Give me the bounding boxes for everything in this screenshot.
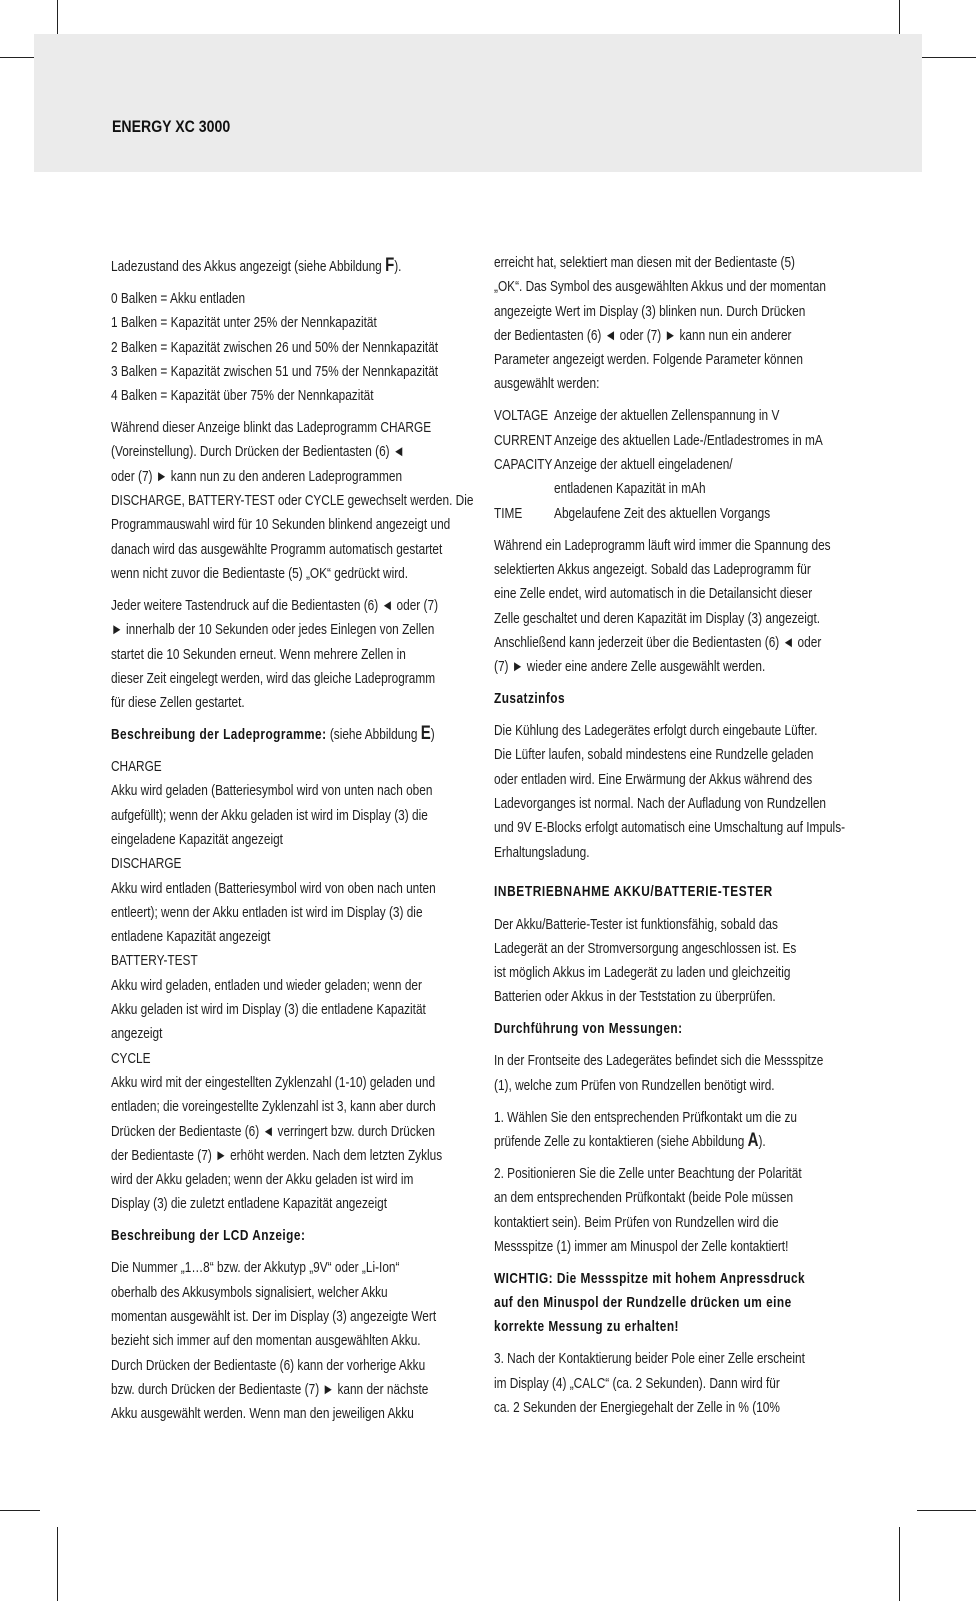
paragraph-line: startet die 10 Sekunden erneut. Wenn mehrere Zellen in (111, 645, 406, 663)
program-name-discharge: DISCHARGE (111, 855, 182, 873)
intro-text: Ladezustand des Akkus angezeigt (siehe Abbildung (111, 258, 386, 275)
paragraph-line: bzw. durch Drücken der Bedientaste (7) ► kann der nächste (111, 1380, 429, 1398)
paragraph-line: „OK“. Das Symbol des ausgewählten Akkus und der momentan (494, 278, 826, 296)
header-band (34, 34, 922, 172)
program-description-line: aufgefüllt); wenn der Akku geladen ist wird im Display (3) die (111, 806, 428, 824)
program-description-line: Akku wird geladen, entladen und wieder geladen; wenn der (111, 976, 422, 994)
parameter-row-current (494, 429, 865, 453)
step-1-text-end: ). (758, 1132, 766, 1150)
parameter-description: Abgelaufene Zeit des aktuellen Vorgangs (554, 504, 771, 522)
program-description-line: eingeladene Kapazität angezeigt (111, 830, 283, 848)
program-description-line: Drücken der Bedientaste (6) ◄ verringert bzw. durch Drücken (111, 1122, 435, 1140)
paragraph-line: DISCHARGE, BATTERY-TEST oder CYCLE gewechselt werden. Die (111, 492, 474, 510)
paragraph-line: Durch Drücken der Bedientaste (6) kann der vorherige Akku (111, 1356, 426, 1374)
figure-ref-a: A (747, 1129, 759, 1151)
warning-paragraph (494, 1267, 865, 1340)
program-description-line: der Bedientaste (7) ► erhöht werden. Nach dem letzten Zyklus (111, 1146, 443, 1164)
paragraph-line: Die Kühlung des Ladegerätes erfolgt durch eingebaute Lüfter. (494, 722, 818, 740)
paragraph-line: bezieht sich immer auf den momentan ausgewählten Akku. (111, 1332, 421, 1350)
paragraph-line: Messspitze (1) immer am Minuspol der Zelle kontaktiert! (494, 1237, 789, 1255)
figure-ref-f: F (385, 255, 395, 276)
extra-info-paragraph (494, 719, 865, 865)
bar-legend-line: 3 Balken = Kapazität zwischen 51 und 75% der Nennkapazität (111, 362, 439, 380)
paragraph-line: an dem entsprechenden Prüfkontakt (beide Pole müssen (494, 1189, 794, 1207)
paragraph-line: (1), welche zum Prüfen von Rundzellen benötigt wird. (494, 1076, 775, 1094)
program-description-line: entladene Kapazität angezeigt (111, 928, 271, 946)
left-column (111, 255, 482, 1426)
paragraph-line: ► innerhalb der 10 Sekunden oder jedes Einlegen von Zellen (111, 621, 435, 639)
paragraph-line: Die Nummer „1…8“ bzw. der Akkutyp „9V“ oder „Li-Ion“ (111, 1259, 400, 1277)
step-1-ref-line (494, 1130, 865, 1154)
parameter-label: CURRENT (494, 431, 552, 449)
parameter-description-continued: entladenen Kapazität in mAh (554, 480, 706, 498)
paragraph-line: oberhalb des Akkusymbols signalisiert, welcher Akku (111, 1283, 388, 1301)
parameter-row-capacity (494, 453, 865, 477)
program-description-line: wird der Akku geladen; wenn der Akku geladen ist wird im (111, 1171, 414, 1189)
paragraph-line: Zelle geschaltet und deren Kapazität im Display (3) angezeigt. (494, 609, 821, 627)
lcd-heading: Beschreibung der LCD Anzeige: (111, 1227, 306, 1245)
step-2-paragraph (494, 1162, 865, 1259)
paragraph-line: Ladevorganges ist normal. Nach der Aufladung von Rundzellen (494, 794, 827, 812)
programs-heading-text: Beschreibung der Ladeprogramme: (111, 726, 327, 744)
programs-heading (111, 723, 482, 747)
crop-mark-top-right-vertical (899, 0, 900, 38)
paragraph-line: 2. Positionieren Sie die Zelle unter Beachtung der Polarität (494, 1164, 802, 1182)
parameter-description: Anzeige der aktuell eingeladenen/ (554, 456, 733, 474)
paragraph-line: und 9V E-Blocks erfolgt automatisch eine Umschaltung auf Impuls- (494, 819, 846, 837)
paragraph-line: Batterien oder Akkus in der Teststation zu überprüfen. (494, 988, 776, 1006)
crop-mark-top-left-vertical (57, 0, 58, 38)
paragraph-line: dieser Zeit eingelegt werden, wird das gleiche Ladeprogramm (111, 669, 436, 687)
program-name-cycle: CYCLE (111, 1049, 151, 1067)
crop-mark-bottom-left-horizontal (0, 1510, 40, 1511)
paragraph-line: oder entladen wird. Eine Erwärmung der Akkus während des (494, 770, 813, 788)
paragraph-line: für diese Zellen gestartet. (111, 694, 245, 712)
probe-paragraph (494, 1049, 865, 1098)
paragraph-line: kontaktiert sein). Beim Prüfen von Rundzellen wird die (494, 1213, 779, 1231)
tester-paragraph (494, 913, 865, 1010)
parameter-description: Anzeige der aktuellen Zellenspannung in V (554, 407, 780, 425)
bar-legend (111, 287, 482, 408)
paragraph-line: momentan ausgewählt ist. Der im Display (3) angezeigte Wert (111, 1307, 437, 1325)
program-description-line: Akku geladen ist wird im Display (3) die entladene Kapazität (111, 1001, 426, 1019)
paragraph-line: der Bedientasten (6) ◄ oder (7) ► kann nun ein anderer (494, 326, 792, 344)
bar-legend-line: 2 Balken = Kapazität zwischen 26 und 50% der Nennkapazität (111, 338, 439, 356)
program-name-charge: CHARGE (111, 758, 162, 776)
crop-mark-bottom-right-horizontal (917, 1510, 976, 1511)
program-description-line: Akku wird mit der eingestellten Zyklenzahl (1-10) geladen und (111, 1073, 436, 1091)
crop-mark-bottom-left-vertical (57, 1527, 58, 1601)
programs-list (111, 755, 482, 1217)
intro-line (111, 255, 482, 279)
step-1-paragraph (494, 1106, 865, 1155)
warning-line: WICHTIG: Die Messspitze mit hohem Anpressdruck (494, 1269, 806, 1287)
paragraph-line: Ladegerät an der Stromversorgung angeschlossen ist. Es (494, 939, 797, 957)
figure-ref-e: E (420, 723, 431, 745)
lcd-paragraph (111, 1256, 482, 1426)
program-description-line: angezeigt (111, 1025, 163, 1043)
program-description-line: entleert); wenn der Akku entladen ist wird im Display (3) die (111, 903, 423, 921)
paragraph-line: Der Akku/Batterie-Tester ist funktionsfähig, sobald das (494, 915, 778, 933)
parameter-description: Anzeige des aktuellen Lade-/Entladestromes in mA (554, 431, 823, 449)
crop-mark-top-right-horizontal (917, 57, 976, 58)
paragraph-line: Parameter angezeigt werden. Folgende Parameter können (494, 351, 803, 369)
page-title: ENERGY XC 3000 (112, 117, 231, 136)
step-3-paragraph (494, 1347, 865, 1420)
paragraph-line: Erhaltungsladung. (494, 843, 590, 861)
paragraph-line: Während dieser Anzeige blinkt das Ladeprogramm CHARGE (111, 419, 432, 437)
program-description-line: Display (3) die zuletzt entladene Kapazität angezeigt (111, 1195, 388, 1213)
parameter-label: CAPACITY (494, 456, 553, 474)
programs-heading-end: ) (430, 726, 435, 744)
bar-legend-line: 1 Balken = Kapazität unter 25% der Nennkapazität (111, 314, 377, 332)
paragraph-line: angezeigte Wert im Display (3) blinken nun. Durch Drücken (494, 302, 806, 320)
paragraph-line: (7) ► wieder eine andere Zelle ausgewählt werden. (494, 658, 766, 676)
display-info-paragraph (111, 416, 482, 586)
paragraph-line: eine Zelle endet, wird automatisch in die Detailansicht dieser (494, 585, 813, 603)
running-paragraph (494, 534, 865, 680)
paragraph-line: oder (7) ► kann nun zu den anderen Ladeprogrammen (111, 467, 403, 485)
paragraph-line: Akku ausgewählt werden. Wenn man den jeweiligen Akku (111, 1405, 414, 1423)
paragraph-line: Die Lüfter laufen, sobald mindestens eine Rundzelle geladen (494, 746, 814, 764)
parameter-label: VOLTAGE (494, 407, 549, 425)
warning-line: auf den Minuspol der Rundzelle drücken um eine (494, 1294, 792, 1312)
paragraph-line: ausgewählt werden: (494, 375, 600, 393)
key-press-paragraph (111, 594, 482, 715)
paragraph-line: Während ein Ladeprogramm läuft wird immer die Spannung des (494, 536, 831, 554)
extra-info-heading: Zusatzinfos (494, 690, 566, 708)
program-name-battery-test: BATTERY-TEST (111, 952, 198, 970)
paragraph-line: In der Frontseite des Ladegerätes befindet sich die Messspitze (494, 1052, 824, 1070)
bar-legend-line: 0 Balken = Akku entladen (111, 289, 246, 307)
parameter-label: TIME (494, 504, 523, 522)
section-title: INBETRIEBNAHME AKKU/BATTERIE-TESTER (494, 882, 773, 900)
paragraph-line: wenn nicht zuvor die Bedientaste (5) „OK“ gedrückt wird. (111, 564, 409, 582)
paragraph-line: ist möglich Akkus im Ladegerät zu laden und gleichzeitig (494, 964, 791, 982)
paragraph-line: danach wird das ausgewählte Programm automatisch gestartet (111, 540, 443, 558)
bar-legend-line: 4 Balken = Kapazität über 75% der Nennkapazität (111, 387, 374, 405)
select-paragraph (494, 251, 865, 397)
paragraph-line: Programmauswahl wird für 10 Sekunden blinkend angezeigt und (111, 516, 451, 534)
step-1-text: prüfende Zelle zu kontaktieren (siehe Abbildung (494, 1132, 748, 1150)
paragraph-line: (Voreinstellung). Durch Drücken der Bedientasten (6) ◄ (111, 443, 405, 461)
right-column (494, 251, 865, 1420)
paragraph-line: erreicht hat, selektiert man diesen mit der Bedientaste (5) (494, 254, 796, 271)
paragraph-line: ca. 2 Sekunden der Energiegehalt der Zelle in % (10% (494, 1399, 780, 1417)
program-description-line: Akku wird entladen (Batteriesymbol wird von oben nach unten (111, 879, 436, 897)
parameter-row-time (494, 502, 865, 526)
measure-heading: Durchführung von Messungen: (494, 1020, 683, 1038)
paragraph-line: 3. Nach der Kontaktierung beider Pole einer Zelle erscheint (494, 1350, 805, 1368)
parameter-list (494, 404, 865, 525)
program-description-line: Akku wird geladen (Batteriesymbol wird von unten nach oben (111, 782, 433, 800)
intro-text-end: ). (394, 258, 402, 275)
warning-line: korrekte Messung zu erhalten! (494, 1318, 679, 1336)
paragraph-line: selektierten Akkus angezeigt. Sobald das Ladeprogramm für (494, 560, 811, 578)
program-description-line: entladen; die voreingestellte Zyklenzahl ist 3, kann aber durch (111, 1098, 436, 1116)
parameter-row-voltage (494, 404, 865, 428)
programs-heading-ref: (siehe Abbildung (326, 726, 421, 744)
paragraph-line: Anschließend kann jederzeit über die Bedientasten (6) ◄ oder (494, 633, 822, 651)
paragraph-line: im Display (4) „CALC“ (ca. 2 Sekunden). Dann wird für (494, 1374, 780, 1392)
paragraph-line: 1. Wählen Sie den entsprechenden Prüfkontakt um die zu (494, 1108, 798, 1126)
paragraph-line: Jeder weitere Tastendruck auf die Bedientasten (6) ◄ oder (7) (111, 596, 439, 614)
crop-mark-bottom-right-vertical (899, 1527, 900, 1601)
